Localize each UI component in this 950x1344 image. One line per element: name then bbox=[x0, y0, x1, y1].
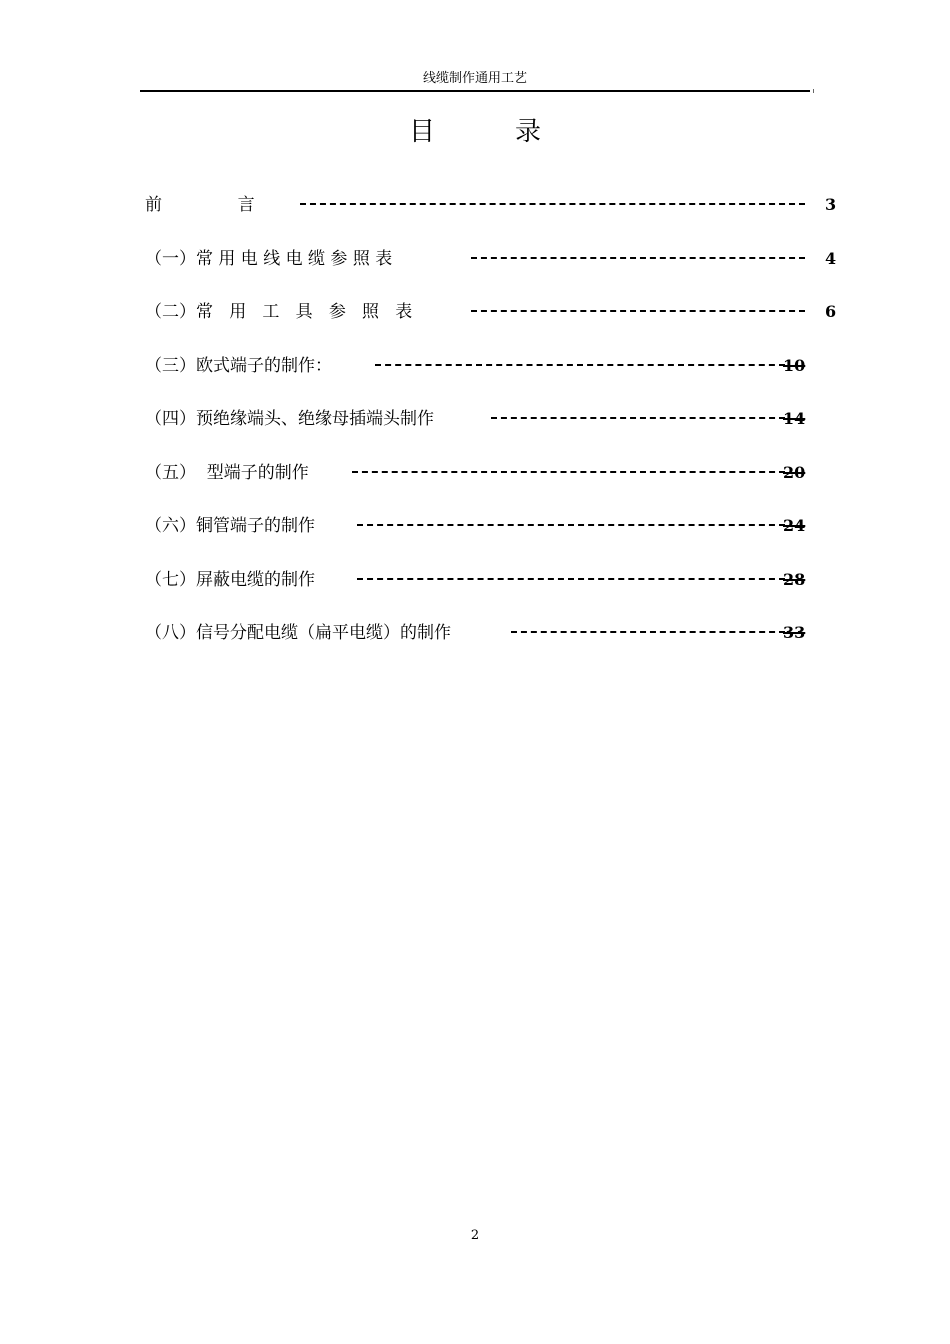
toc-leader bbox=[511, 631, 785, 633]
toc-entry-label: （二）常 用 工 具 参 照 表 bbox=[145, 302, 413, 322]
toc-entry-label: （一）常 用 电 线 电 缆 参 照 表 bbox=[145, 248, 393, 269]
toc-entry[interactable] bbox=[145, 456, 840, 510]
toc-leader bbox=[352, 471, 785, 473]
toc-leader bbox=[375, 364, 785, 366]
header-mark bbox=[813, 89, 814, 93]
toc-entry[interactable] bbox=[145, 402, 840, 456]
toc-entry[interactable] bbox=[145, 563, 840, 617]
toc-entry-page: 4 bbox=[825, 248, 837, 268]
toc-entry-label: （六）铜管端子的制作 bbox=[145, 516, 315, 536]
toc-entry-page: 28 bbox=[783, 569, 806, 589]
toc-entry[interactable] bbox=[145, 349, 840, 403]
toc-entry-page: 33 bbox=[783, 623, 806, 642]
table-of-contents bbox=[145, 188, 840, 670]
toc-entry-label: （五） 型端子的制作 bbox=[145, 462, 309, 483]
toc-leader bbox=[357, 578, 785, 580]
toc-entry[interactable] bbox=[145, 188, 840, 242]
header-text: 线缆制作通用工艺 bbox=[422, 71, 527, 86]
toc-leader bbox=[357, 524, 785, 526]
toc-leader bbox=[471, 257, 805, 259]
toc-entry-page: 14 bbox=[783, 409, 806, 428]
toc-entry-label: （七）屏蔽电缆的制作 bbox=[145, 569, 315, 590]
toc-leader bbox=[300, 203, 805, 205]
toc-entry-label: 前 言 bbox=[145, 195, 255, 215]
toc-entry[interactable] bbox=[145, 242, 840, 296]
toc-entry-page: 6 bbox=[825, 302, 837, 321]
running-header bbox=[140, 68, 810, 92]
toc-leader bbox=[491, 417, 785, 419]
toc-entry-label: （四）预绝缘端头、绝缘母插端头制作 bbox=[145, 409, 434, 429]
toc-title-right: 录 bbox=[515, 117, 542, 147]
toc-entry-page: 24 bbox=[783, 516, 806, 535]
toc-entry-label: （八）信号分配电缆（扁平电缆）的制作 bbox=[145, 623, 451, 643]
toc-entry[interactable] bbox=[145, 616, 840, 670]
toc-title-left: 目 bbox=[408, 117, 435, 147]
toc-entry-page: 3 bbox=[825, 195, 837, 214]
toc-title bbox=[0, 112, 950, 152]
toc-entry[interactable] bbox=[145, 295, 840, 349]
toc-leader bbox=[471, 310, 805, 312]
toc-entry-label: （三）欧式端子的制作： bbox=[145, 355, 332, 376]
toc-entry[interactable] bbox=[145, 509, 840, 563]
toc-entry-page: 10 bbox=[783, 355, 806, 375]
toc-entry-page: 20 bbox=[783, 462, 806, 482]
page-number: 2 bbox=[470, 1228, 480, 1243]
